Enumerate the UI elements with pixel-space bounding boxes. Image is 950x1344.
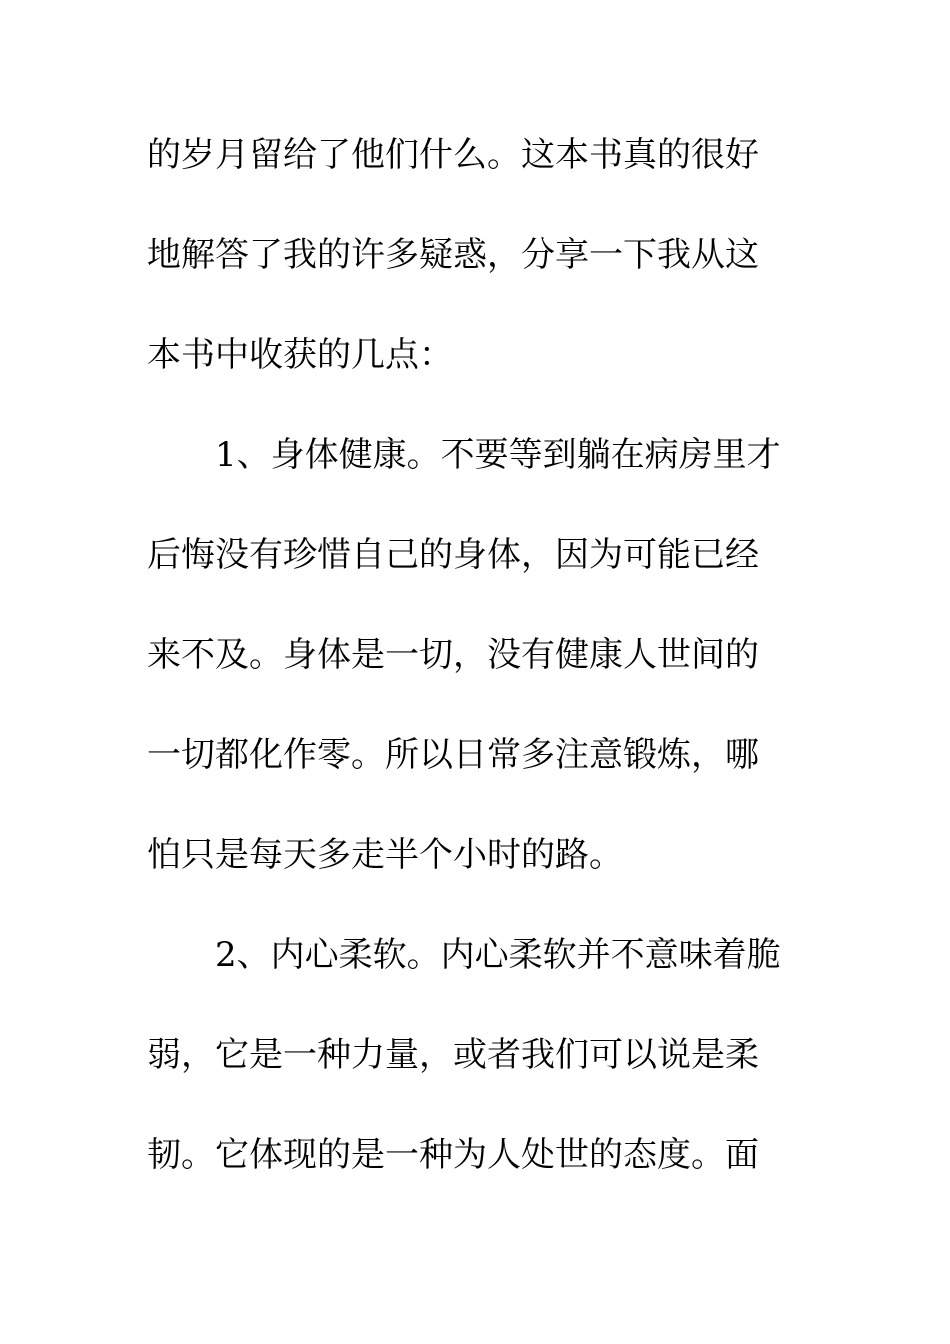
text-line: 来不及。身体是一切，没有健康人世间的 bbox=[147, 635, 759, 675]
text-line: 地解答了我的许多疑惑，分享一下我从这 bbox=[147, 235, 759, 275]
paragraph-start-line: 1、身体健康。不要等到躺在病房里才 bbox=[215, 435, 781, 475]
paragraph-start-line: 2、内心柔软。内心柔软并不意味着脆 bbox=[215, 935, 781, 975]
text-line: 一切都化作零。所以日常多注意锻炼，哪 bbox=[147, 735, 759, 775]
text-line: 韧。它体现的是一种为人处世的态度。面 bbox=[147, 1135, 759, 1175]
text-line: 后悔没有珍惜自己的身体，因为可能已经 bbox=[147, 535, 759, 575]
body-text bbox=[147, 125, 807, 1225]
text-line: 本书中收获的几点： bbox=[147, 335, 453, 375]
text-line: 弱，它是一种力量，或者我们可以说是柔 bbox=[147, 1035, 759, 1075]
text-line: 怕只是每天多走半个小时的路。 bbox=[147, 835, 623, 875]
text-line: 的岁月留给了他们什么。这本书真的很好 bbox=[147, 135, 759, 175]
